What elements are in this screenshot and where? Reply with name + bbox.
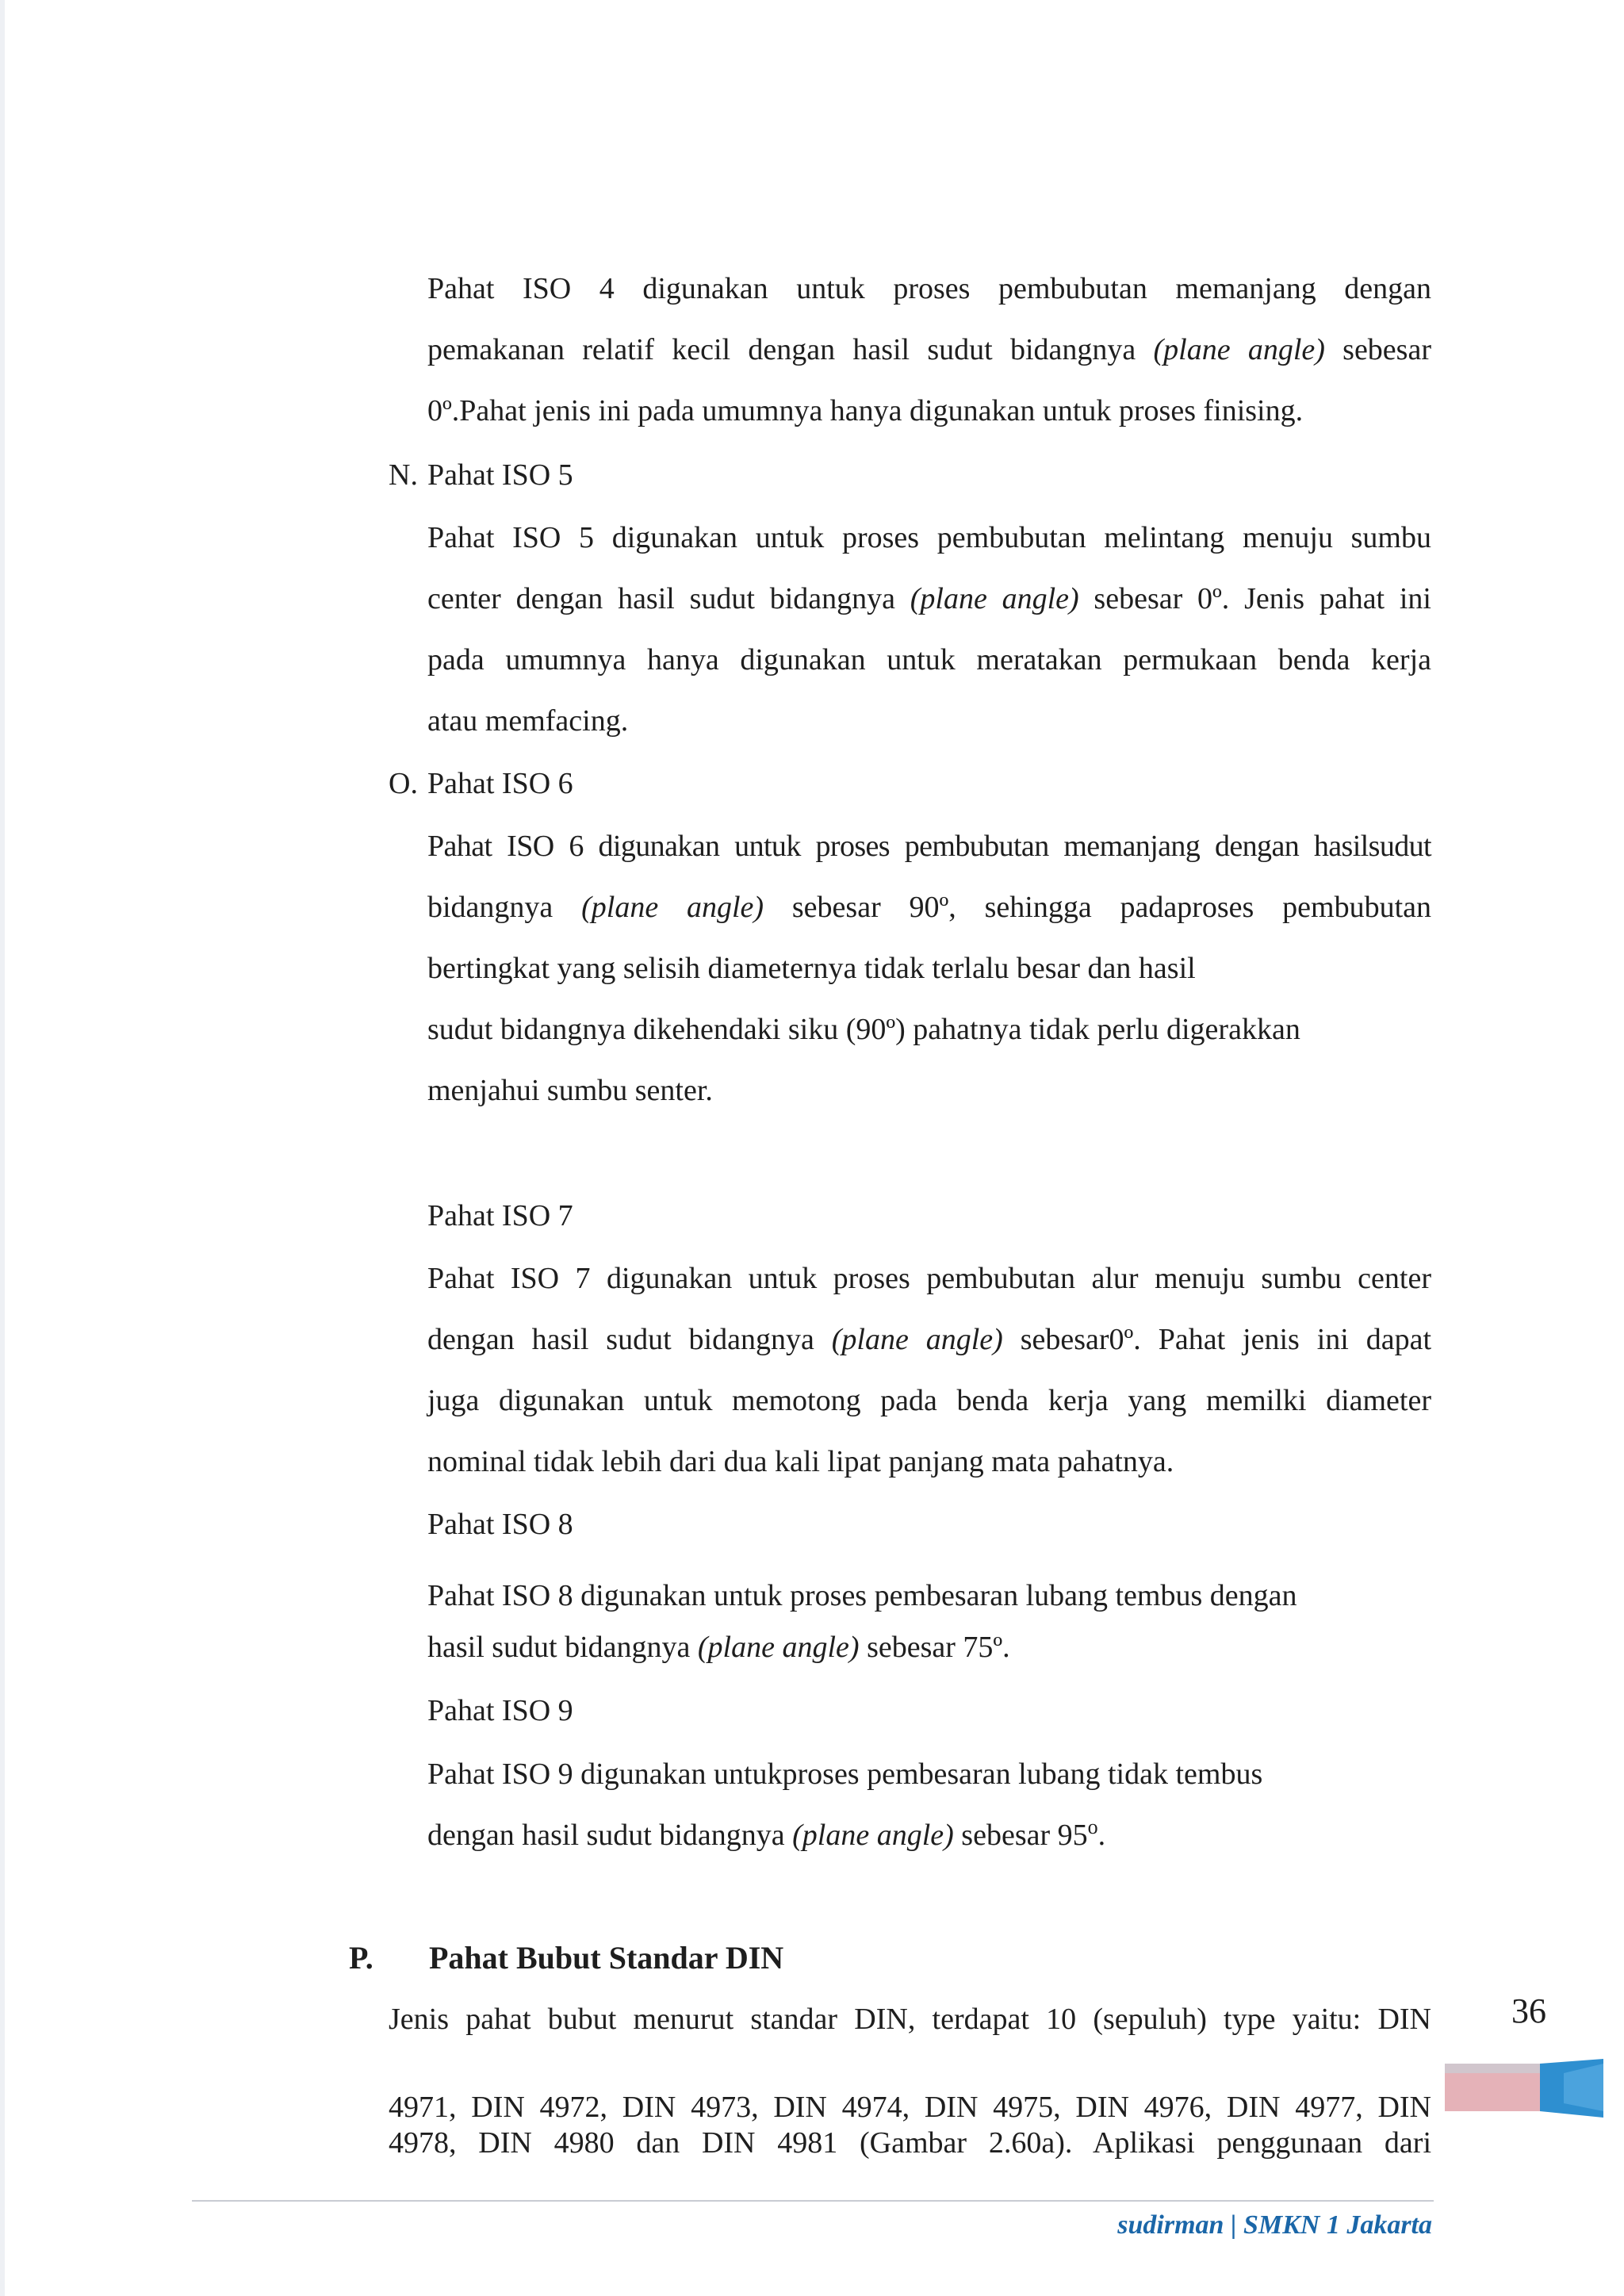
din-line-1: Jenis pahat bubut menurut standar DIN, terdapat 10 (sepuluh) type yaitu: DIN [389, 2003, 1431, 2036]
item-title-iso8: Pahat ISO 8 [427, 1508, 573, 1541]
iso6-line-4: sudut bidangnya dikehendaki siku (90º) pahatnya tidak perlu digerakkan [427, 1013, 1300, 1046]
plane-angle-term: (plane angle) [831, 1323, 1003, 1356]
plane-angle-term: (plane angle) [792, 1819, 954, 1852]
iso9-line-2: dengan hasil sudut bidangnya (plane angle) sebesar 95$^o$. [427, 1815, 1106, 1852]
item-letter-n: N. [389, 458, 418, 492]
iso4-line-2: pemakanan relatif kecil dengan hasil sudut bidangnya (plane angle) sebesar [427, 333, 1431, 366]
iso7-line-3: juga digunakan untuk memotong pada benda kerja yang memilki diameter [427, 1384, 1431, 1417]
plane-angle-term: (plane angle) [910, 582, 1079, 615]
item-title-iso6: Pahat ISO 6 [427, 767, 573, 800]
degree-superscript: o [1087, 1815, 1098, 1838]
iso6-line-2: bidangnya (plane angle) sebesar 90º, sehingga padaproses pembubutan [427, 891, 1431, 924]
iso6-line-3: bertingkat yang selisih diameternya tidak terlalu besar dan hasil [427, 952, 1196, 985]
iso5-line-4: atau memfacing. [427, 704, 629, 738]
iso4-line-3: 0º.Pahat jenis ini pada umumnya hanya digunakan untuk proses finising. [427, 394, 1304, 427]
iso7-line-2: dengan hasil sudut bidangnya (plane angle) sebesar0º. Pahat jenis ini dapat [427, 1323, 1431, 1356]
item-title-iso7: Pahat ISO 7 [427, 1199, 573, 1232]
iso7-line-1: Pahat ISO 7 digunakan untuk proses pembubutan alur menuju sumbu center [427, 1262, 1431, 1295]
iso6-line-5: menjahui sumbu senter. [427, 1074, 713, 1107]
iso5-line-2: center dengan hasil sudut bidangnya (plane angle) sebesar 0º. Jenis pahat ini [427, 582, 1431, 615]
iso8-line-2: hasil sudut bidangnya (plane angle) sebesar 75º. [427, 1631, 1010, 1664]
footer-text: sudirman | SMKN 1 Jakarta [1117, 2210, 1432, 2240]
iso6-line-1: Pahat ISO 6 digunakan untuk proses pembubutan memanjang dengan hasilsudut [427, 830, 1431, 863]
item-title-iso9: Pahat ISO 9 [427, 1694, 573, 1727]
page-number: 36 [1511, 1991, 1546, 2030]
iso4-line-1: Pahat ISO 4 digunakan untuk proses pembubutan memanjang dengan [427, 272, 1431, 305]
item-letter-o: O. [389, 767, 418, 800]
section-title: Pahat Bubut Standar DIN [429, 1940, 784, 1976]
din-line-3: 4978, DIN 4980 dan DIN 4981 (Gambar 2.60a). Aplikasi penggunaan dari [389, 2126, 1431, 2160]
plane-angle-term: (plane angle) [697, 1631, 860, 1664]
din-line-2: 4971, DIN 4972, DIN 4973, DIN 4974, DIN 4975, DIN 4976, DIN 4977, DIN [389, 2091, 1431, 2124]
page-corner-ribbon [1445, 2059, 1603, 2118]
iso5-line-1: Pahat ISO 5 digunakan untuk proses pembubutan melintang menuju sumbu [427, 521, 1431, 554]
footer-rule [192, 2200, 1434, 2202]
iso7-line-4: nominal tidak lebih dari dua kali lipat panjang mata pahatnya. [427, 1445, 1174, 1478]
section-letter-p: P. [349, 1940, 373, 1976]
plane-angle-term: (plane angle) [1153, 333, 1325, 366]
item-title-iso5: Pahat ISO 5 [427, 458, 573, 492]
iso5-line-3: pada umumnya hanya digunakan untuk meratakan permukaan benda kerja [427, 643, 1431, 677]
iso9-line-1: Pahat ISO 9 digunakan untukproses pembesaran lubang tidak tembus [427, 1757, 1263, 1791]
page-edge [0, 0, 5, 2296]
iso8-line-1: Pahat ISO 8 digunakan untuk proses pembesaran lubang tembus dengan [427, 1579, 1297, 1612]
plane-angle-term: (plane angle) [581, 891, 764, 924]
